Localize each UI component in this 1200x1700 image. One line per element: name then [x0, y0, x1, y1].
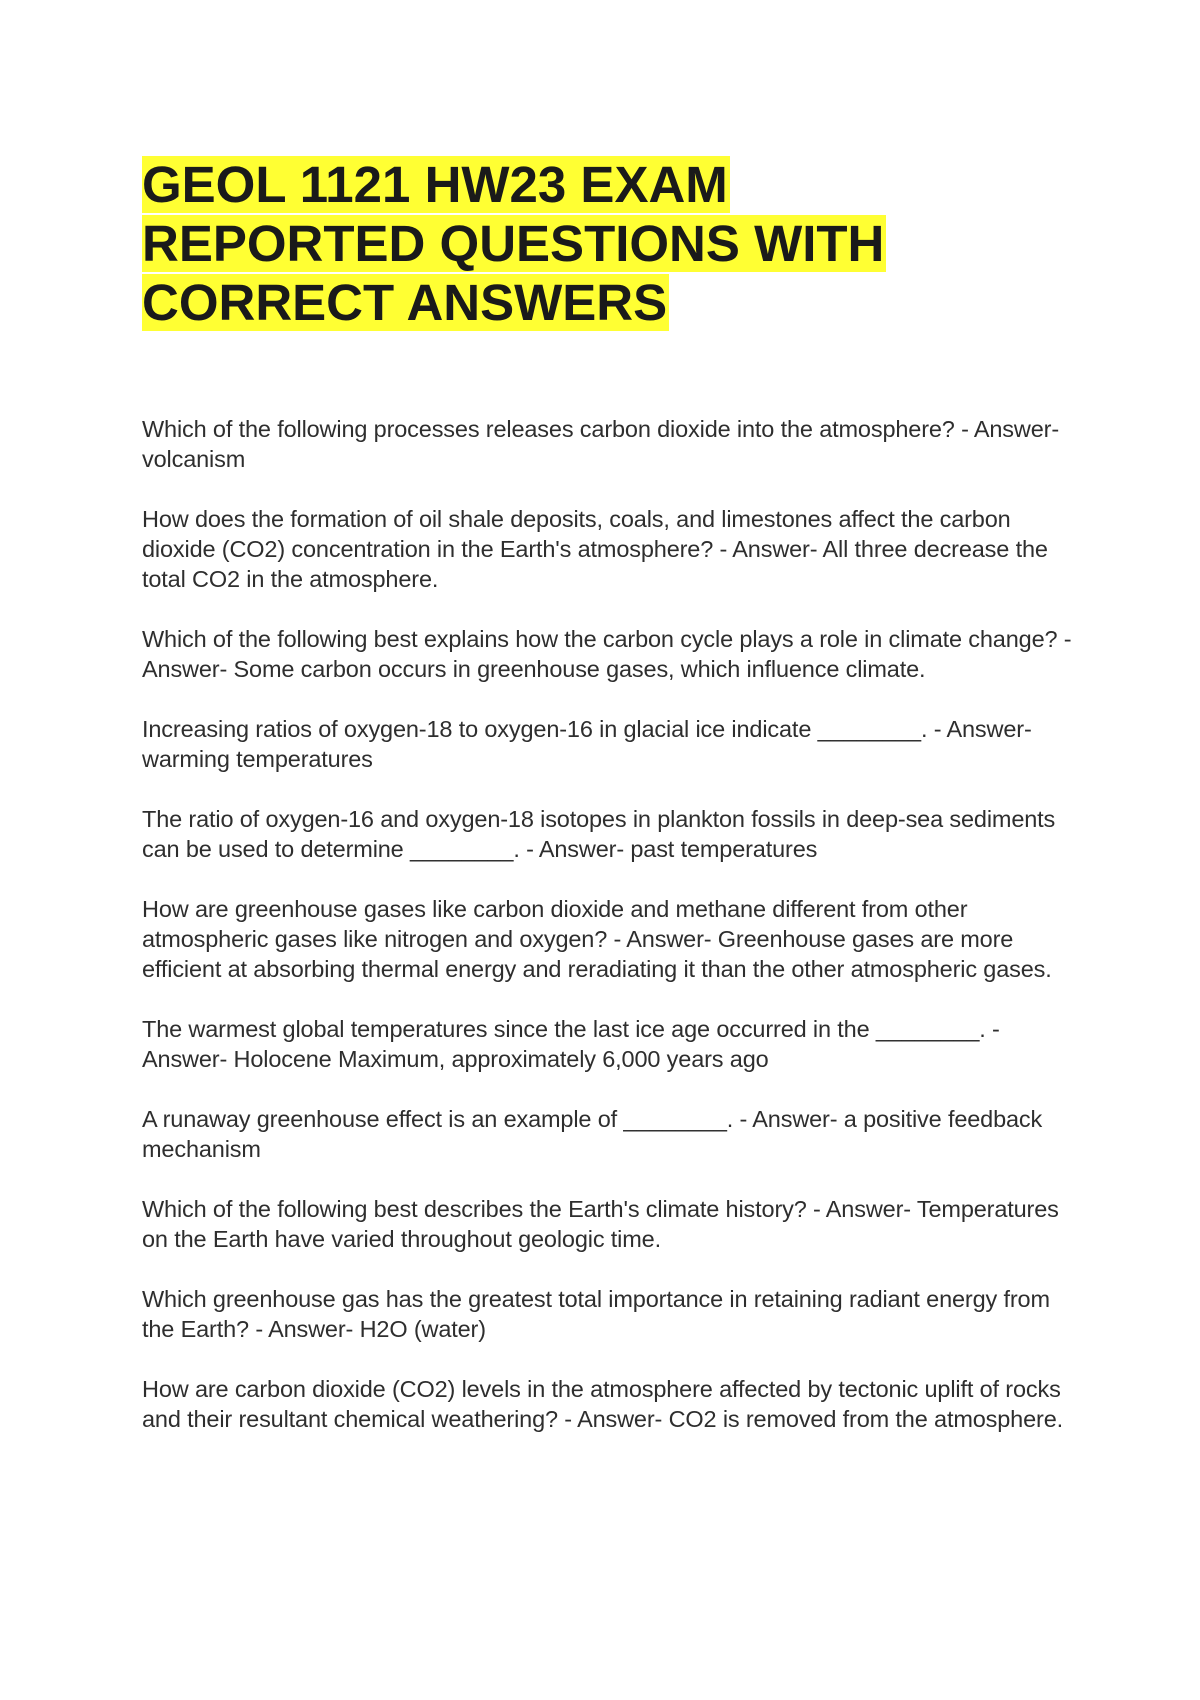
qa-item: The ratio of oxygen-16 and oxygen-18 isotopes in plankton fossils in deep-sea sediments can be used to determine ________. - Answer- past temperatures — [142, 806, 1056, 862]
qa-item: The warmest global temperatures since the last ice age occurred in the ________. - Answer- Holocene Maximum, approximately 6,000 years ago — [142, 1016, 1000, 1072]
qa-item: How are greenhouse gases like carbon dioxide and methane different from other atmospheric gases like nitrogen and oxygen? - Answer- Greenhouse gases are more efficient at absorbing thermal energy and reradiating it than the other atmospheric gases. — [142, 896, 1052, 982]
qa-item: How does the formation of oil shale deposits, coals, and limestones affect the carbon dioxide (CO2) concentration in the Earth's atmosphere? - Answer- All three decrease the total CO2 in the atmosphere. — [142, 506, 1048, 592]
qa-item: How are carbon dioxide (CO2) levels in the atmosphere affected by tectonic uplift of rocks and their resultant chemical weathering? - Answer- CO2 is removed from the atmosphere. — [142, 1376, 1063, 1432]
document-title — [142, 155, 1002, 332]
qa-item: Increasing ratios of oxygen-18 to oxygen-16 in glacial ice indicate ________. - Answer- warming temperatures — [142, 716, 1032, 772]
qa-item: A runaway greenhouse effect is an example of ________. - Answer- a positive feedback mechanism — [142, 1106, 1043, 1162]
qa-item: Which of the following processes releases carbon dioxide into the atmosphere? - Answer- volcanism — [142, 416, 1059, 472]
qa-item: Which greenhouse gas has the greatest total importance in retaining radiant energy from the Earth? - Answer- H2O (water) — [142, 1286, 1050, 1342]
qa-item: Which of the following best describes the Earth's climate history? - Answer- Temperatures on the Earth have varied throughout geologic time. — [142, 1196, 1059, 1252]
qa-item: Which of the following best explains how the carbon cycle plays a role in climate change? - Answer- Some carbon occurs in greenhouse gases, which influence climate. — [142, 626, 1072, 682]
title-highlight: GEOL 1121 HW23 EXAM REPORTED QUESTIONS WITH CORRECT ANSWERS — [142, 156, 885, 331]
qa-list — [142, 414, 1077, 1434]
